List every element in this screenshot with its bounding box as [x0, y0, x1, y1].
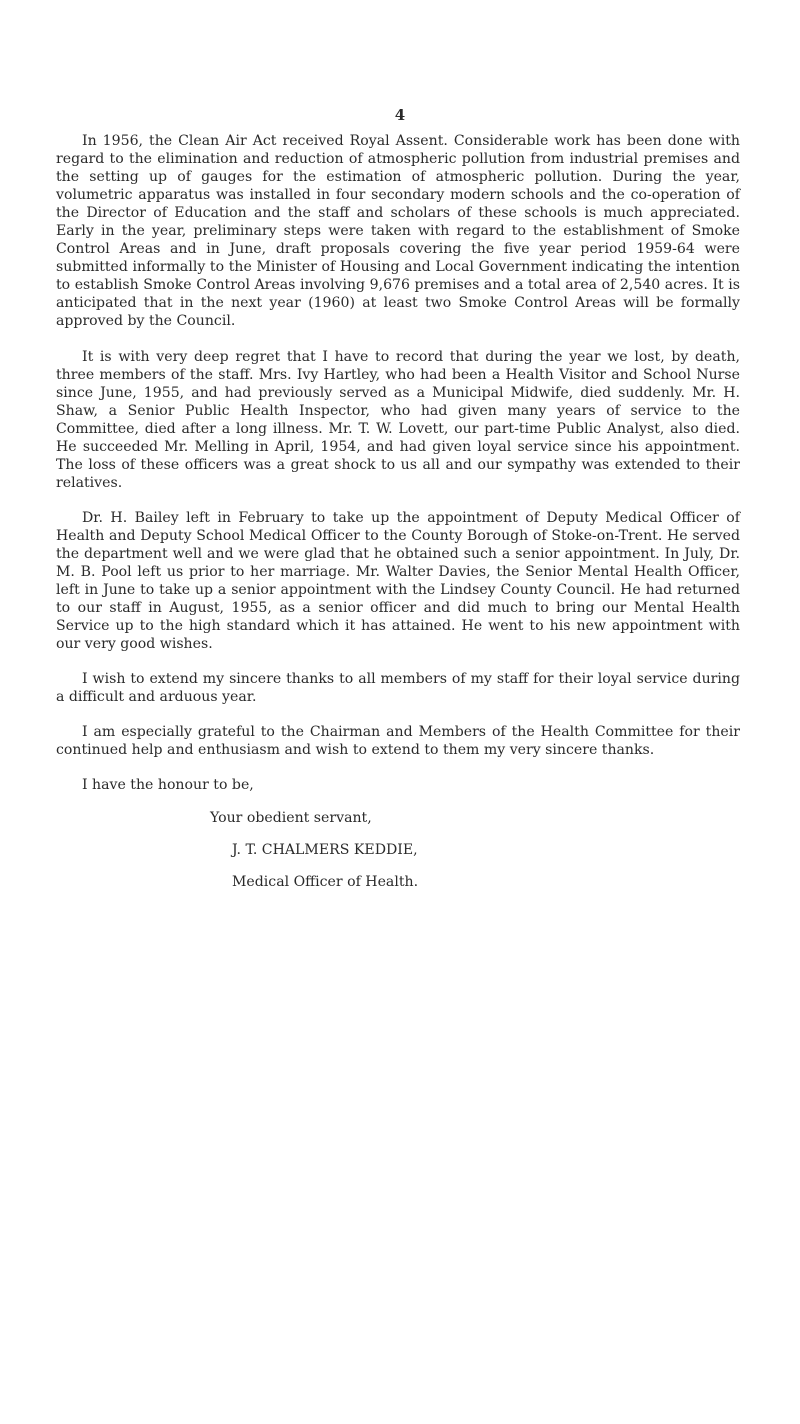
paragraph-staff-departures: Dr. H. Bailey left in February to take up the appointment of Deputy Medical Officer of Health and Deputy School Medical Officer to the County Borough of Stoke-on-Trent. He served the department well and we were glad that he obtained such a senior appointment. In July, Dr. M. B. Pool left us prior to her marriage. Mr. Walter Davies, the Senior Mental Health Officer, left in June to take up a senior appointment with the Lindsey County Council. He had returned to our staff in August, 1955, as a senior officer and did much to bring our Mental Health Service up to the high standard which it has attained. He went to his new appointment with our very good wishes. [56, 509, 740, 653]
signatory-title: Medical Officer of Health. [232, 873, 419, 890]
paragraph-clean-air-act: In 1956, the Clean Air Act received Royal Assent. Considerable work has been done with regard to the elimination and reduction of atmospheric pollution from industrial premises and the setting up of gauges for the estimation of atmospheric pollution. During the year, volumetric apparatus was installed in four secondary modern schools and the co-operation of the Director of Education and the staff and scholars of these schools is much appreciated. Early in the year, preliminary steps were taken with regard to the establishment of Smoke Control Areas and in June, draft proposals covering the five year period 1959-64 were submitted informally to the Minister of Housing and Local Government indicating the intention to establish Smoke Control Areas involving 9,676 premises and a total area of 2,540 acres. It is anticipated that in the next year (1960) at least two Smoke Control Areas will be formally approved by the Council. [56, 133, 740, 330]
paragraph-staff-deaths: It is with very deep regret that I have to record that during the year we lost, by death, three members of the staff. Mrs. Ivy Hartley, who had been a Health Visitor and School Nurse since June, 1955, and had previously served as a Municipal Midwife, died suddenly. Mr. H. Shaw, a Senior Public Health Inspector, who had given many years of service to the Committee, died after a long illness. Mr. T. W. Lovett, our part-time Public Analyst, also died. He succeeded Mr. Melling in April, 1954, and had given loyal service since his appointment. The loss of these officers was a great shock to us all and our sympathy was extended to their relatives. [56, 348, 740, 491]
letter-closing [56, 776, 740, 890]
letter-body [56, 132, 740, 891]
paragraph-committee-thanks: I am especially grateful to the Chairman and Members of the Health Committee for their continued help and enthusiasm and wish to extend to them my very sincere thanks. [56, 724, 740, 759]
page-number: 4 [394, 106, 406, 124]
paragraph-staff-thanks: I wish to extend my sincere thanks to all members of my staff for their loyal service during a difficult and arduous year. [56, 671, 740, 706]
closing-honour: I have the honour to be, [82, 777, 254, 794]
signatory-name: J. T. CHALMERS KEDDIE, [232, 841, 418, 858]
closing-valediction: Your obedient servant, [210, 809, 372, 826]
